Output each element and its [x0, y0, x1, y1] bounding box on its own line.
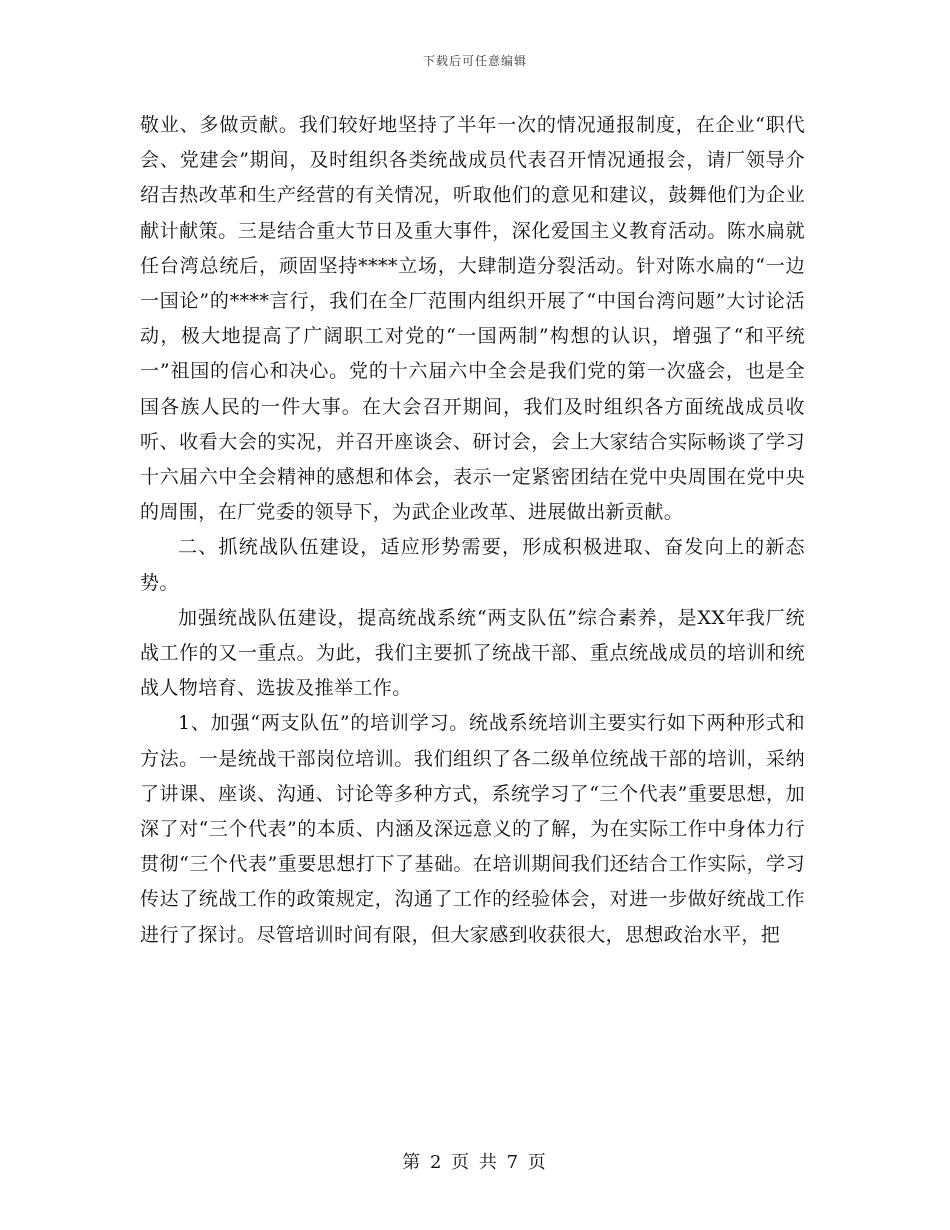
- page-number: 第 2 页 共 7 页: [402, 1152, 548, 1173]
- section-heading: 二、抓统战队伍建设，适应形势需要，形成积极进取、奋发向上的新态势。: [140, 536, 805, 594]
- paragraph: 加强统战队伍建设，提高统战系统“两支队伍”综合素养，是XX年我厂统战工作的又一重点。为此，我们主要抓了统战干部、重点统战成员的培训和统战人物培育、选拔及推举工作。: [140, 606, 805, 700]
- paragraph: 1、加强“两支队伍”的培训学习。统战系统培训主要实行如下两种形式和方法。一是统战干部岗位培训。我们组织了各二级单位统战干部的培训，采纳了讲课、座谈、沟通、讨论等多种方式，系统学习了“三个代表”重要思想，加深了对“三个代表”的本质、内涵及深远意义的了解，为在实际工作中身体力行贯彻“三个代表”重要思想打下了基础。在培训期间我们还结合工作实际，学习传达了统战工作的政策规定，沟通了工作的经验体会，对进一步做好统战工作进行了探讨。尽管培训时间有限，但大家感到收获很大，思想政治水平，把: [140, 712, 805, 946]
- document-body: [140, 108, 805, 953]
- page-header: 下载后可任意编辑: [422, 54, 527, 68]
- paragraph-continued: 敬业、多做贡献。我们较好地坚持了半年一次的情况通报制度，在企业“职代会、党建会”期间，及时组织各类统战成员代表召开情况通报会，请厂领导介绍吉热改革和生产经营的有关情况，听取他们的意见和建议，鼓舞他们为企业献计献策。三是结合重大节日及重大事件，深化爱国主义教育活动。陈水扁就任台湾总统后，顽固坚持****立场，大肆制造分裂活动。针对陈水扁的“一边一国论”的****言行，我们在全厂范围内组织开展了“中国台湾问题”大讨论活动，极大地提高了广阔职工对党的“一国两制”构想的认识，增强了“和平统一”祖国的信心和决心。党的十六届六中全会是我们党的第一次盛会，也是全国各族人民的一件大事。在大会召开期间，我们及时组织各方面统战成员收听、收看大会的实况，并召开座谈会、研讨会，会上大家结合实际畅谈了学习十六届六中全会精神的感想和体会，表示一定紧密团结在党中央周围在党中央的周围，在厂党委的领导下，为武企业改革、进展做出新贡献。: [140, 114, 805, 524]
